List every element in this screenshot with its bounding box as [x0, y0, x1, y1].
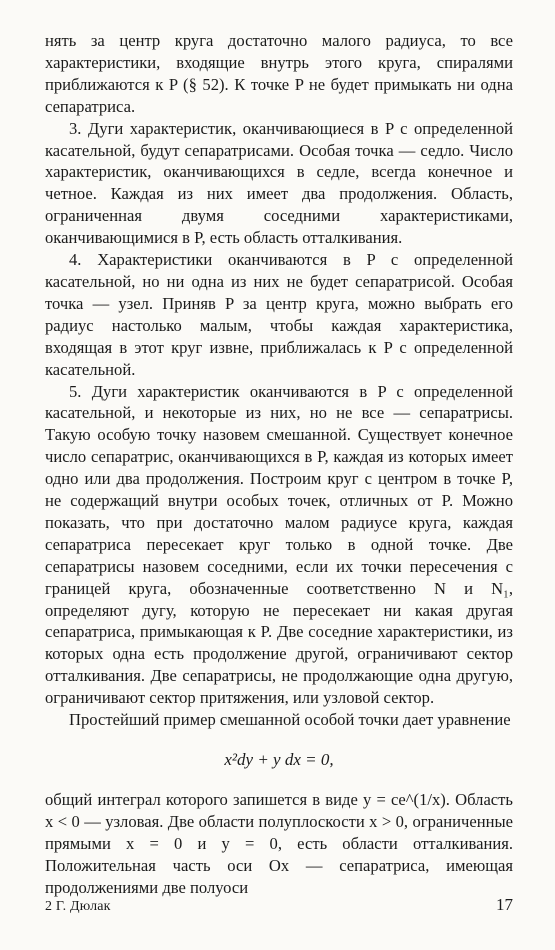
paragraph-6: общий интеграл которого запишется в виде y = ce^(1/x). Область x < 0 — узловая. Две области полуплоскости x > 0, ограниченные прямыми x = 0 и y = 0, есть области отталкивания. Положительная часть оси Ox — сепаратриса, имеющая продолжениями две полуоси — [45, 789, 513, 897]
page-number: 17 — [496, 895, 513, 914]
signature-mark: 2 Г. Дюлак — [45, 899, 111, 914]
equation: x²dy + y dx = 0, — [224, 750, 334, 769]
paragraph-2: 3. Дуги характеристик, оканчивающиеся в P с определенной касательной, будут сепаратрисами. Особая точка — седло. Число характеристик, оканчивающихся в седле, всегда конечное и четное. Каждая из них имеет два продолжения. Область, ограниченная двумя соседними характеристиками, оканчивающимися в P, есть область отталкивания. — [45, 118, 513, 248]
paragraph-3: 4. Характеристики оканчиваются в P с определенной касательной, но ни одна из них не будет сепаратрисой. Особая точка — узел. Приняв P за центр круга, можно выбрать его радиус настолько малым, чтобы каждая характеристика, входящая в этот круг извне, приближалась к P с определенной касательной. — [45, 250, 513, 379]
paragraph-5: Простейший пример смешанной особой точки дает уравнение — [69, 710, 511, 730]
page-footer — [45, 895, 513, 915]
page-body — [45, 30, 513, 898]
paragraph-1: нять за центр круга достаточно малого радиуса, то все характеристики, входящие внутрь этого круга, спиралями приближаются к P (§ 52). К точке P не будет примыкать ни одна сепаратриса. — [45, 31, 513, 116]
paragraph-4: 5. Дуги характеристик оканчиваются в P с определенной касательной, и некоторые из них, но не все — сепаратрисы. Такую особую точку назовем смешанной. Существует конечное число сепаратрис, оканчивающихся в P, каждая из которых имеет одно или два продолжения. Построим круг с центром в точке P, не содержащий внутри особых точек, отличных от P. Можно показать, что при достаточно малом радиусе круга, каждая сепаратриса пересекает круг только в одной точке. Две сепаратрисы назовем соседними, если их точки пересечения с границей круга, обозначенные соответственно N и N₁, определяют дугу, которую не пересекает ни какая другая сепаратриса, примыкающая к P. Две соседние характеристики, из которых одна есть продолжение другой, ограничивают сектор отталкивания. Две сепаратрисы, не продолжающие одна другую, ограничивают сектор притяжения, или узловой сектор. — [45, 381, 513, 708]
